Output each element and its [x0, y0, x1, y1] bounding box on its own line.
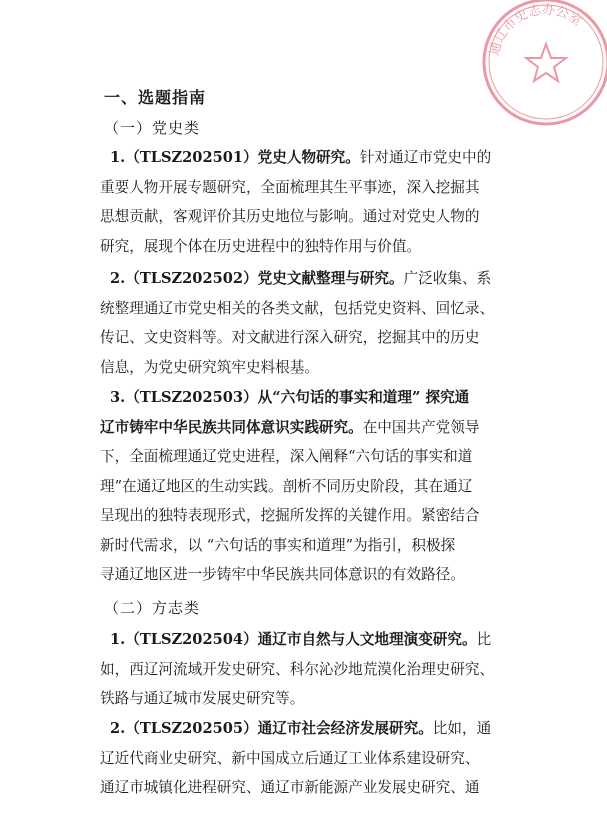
text-line: 2.（TLSZ202502）党史文献整理与研究。广泛收集、系 — [110, 270, 492, 287]
topic-item-tlsz202501 — [100, 143, 530, 261]
text-line: 理”在通辽地区的生动实践。剖析不同历史阶段，其在通辽 — [100, 477, 473, 495]
text-line: 2.（TLSZ202505）通辽市社会经济发展研究。比如，通 — [110, 720, 492, 737]
text-line: 传记、文史资料等。对文献进行深入研究，挖掘其中的历史 — [100, 329, 480, 346]
topic-item-tlsz202505 — [100, 714, 530, 803]
text-line: 如，西辽河流域开发史研究、科尔沁沙地荒漠化治理史研究、 — [100, 660, 495, 678]
text-line: 寻通辽地区进一步铸牢中华民族共同体意识的有效路径。 — [100, 566, 465, 583]
text-line: 思想贡献，客观评价其历史地位与影响。通过对党史人物的 — [100, 208, 480, 225]
text-line: 辽市铸牢中华民族共同体意识实践研究。在中国共产党领导 — [100, 418, 480, 436]
text-line: 通辽市城镇化进程研究、通辽市新能源产业发展史研究、通 — [100, 779, 480, 796]
topic-item-tlsz202502 — [100, 264, 530, 382]
text-line: 3.（TLSZ202503）从“六句话的事实和道理” 探究通 — [110, 389, 470, 406]
text-line: 研究，展现个体在历史进程中的独特作用与价值。 — [100, 237, 422, 255]
topic-item-tlsz202504 — [100, 625, 530, 714]
subsection-title-party-history: （一）党史类 — [104, 119, 201, 137]
text-line: 新时代需求，以 “六句话的事实和道理”为指引，积极探 — [100, 536, 456, 554]
text-line: 重要人物开展专题研究，全面梳理其生平事迹，深入挖掘其 — [100, 178, 480, 196]
text-line: 辽近代商业史研究、新中国成立后通辽工业体系建设研究、 — [100, 749, 480, 767]
text-line: 1.（TLSZ202504）通辽市自然与人文地理演变研究。比 — [110, 631, 492, 648]
text-line: 信息，为党史研究筑牢史料根基。 — [100, 358, 319, 376]
text-line: 1.（TLSZ202501）党史人物研究。针对通辽市党史中的 — [110, 149, 492, 166]
text-line: 下，全面梳理通辽党史进程，深入阐释“六句话的事实和道 — [100, 448, 473, 465]
section-heading: 一、选题指南 — [104, 88, 207, 107]
svg-text:通辽市史志办公室: 通辽市史志办公室 — [487, 2, 585, 57]
text-line: 统整理通辽市党史相关的各类文献，包括党史资料、回忆录、 — [100, 299, 495, 317]
text-line: 铁路与通辽城市发展史研究等。 — [100, 690, 305, 707]
topic-item-tlsz202503 — [100, 383, 530, 590]
subsection-title-local-chronicles: （二）方志类 — [104, 599, 201, 617]
text-line: 呈现出的独特表现形式，挖掘所发挥的关键作用。紧密结合 — [100, 507, 480, 524]
official-seal-stamp — [476, 0, 607, 132]
